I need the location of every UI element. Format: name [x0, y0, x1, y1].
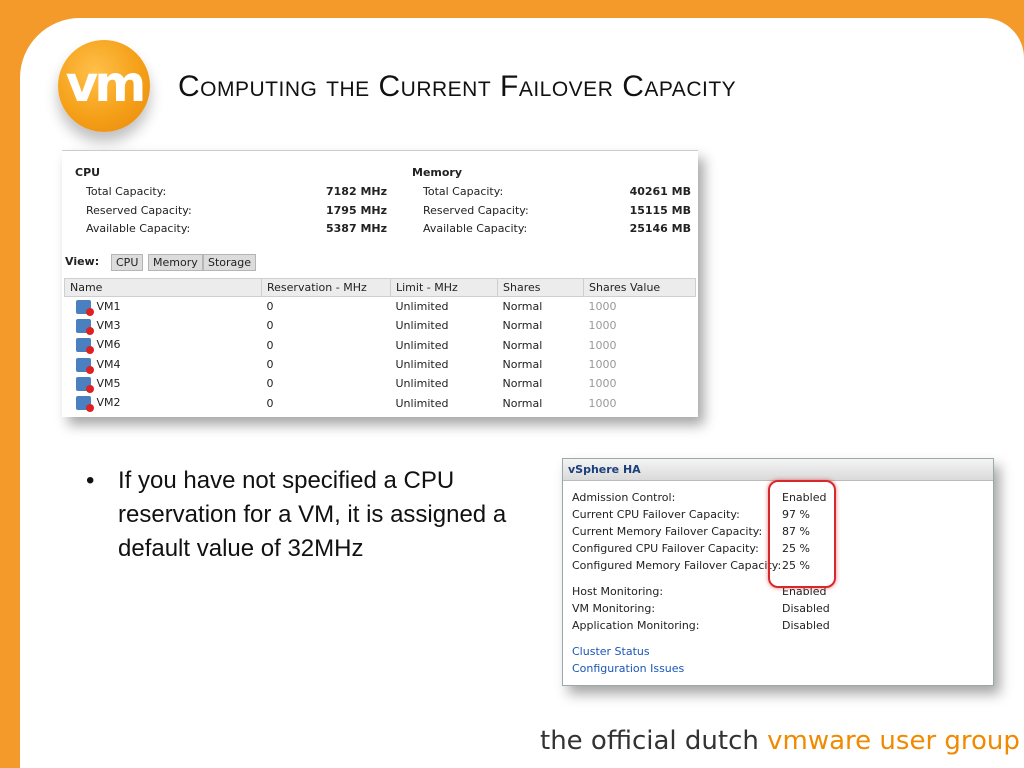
view-label: View: [65, 255, 100, 268]
ha-label: Configured CPU Failover Capacity: [572, 542, 759, 555]
footer-brand: vmware user group [767, 726, 1020, 756]
view-storage-button[interactable]: Storage [203, 254, 256, 271]
reservation-cell: 0 [266, 358, 274, 372]
cpu-available-value: 5387 MHz [326, 222, 387, 235]
ha-label: Configured Memory Failover Capacity: [572, 559, 782, 572]
ha-value: Disabled [782, 602, 830, 615]
limit-cell: Unlimited [395, 377, 449, 391]
vm-name: VM3 [96, 318, 121, 332]
table-row[interactable] [65, 355, 696, 374]
col-name[interactable]: Name [65, 279, 262, 297]
cpu-heading: CPU [75, 166, 101, 179]
limit-cell: Unlimited [395, 396, 449, 410]
col-limit[interactable]: Limit - MHz [391, 279, 498, 297]
ha-value: 87 % [782, 525, 810, 538]
reservation-cell: 0 [266, 396, 274, 410]
ha-value: 97 % [782, 508, 810, 521]
reservation-cell: 0 [266, 319, 274, 333]
shares-cell: Normal [502, 338, 543, 352]
limit-cell: Unlimited [395, 338, 449, 352]
vm-name: VM1 [96, 299, 121, 313]
cpu-reserved-label: Reserved Capacity: [86, 204, 192, 217]
cpu-available-label: Available Capacity: [86, 222, 191, 235]
memory-available-value: 25146 MB [629, 222, 691, 235]
shares-value-cell: 1000 [588, 300, 617, 314]
cpu-total-label: Total Capacity: [86, 185, 167, 198]
reservation-cell: 0 [266, 338, 274, 352]
footer-text: the official dutch [540, 726, 759, 756]
vm-icon [76, 396, 91, 410]
configuration-issues-link[interactable]: Configuration Issues [572, 662, 685, 675]
ha-value: 25 % [782, 542, 810, 555]
shares-cell: Normal [502, 358, 543, 372]
limit-cell: Unlimited [395, 319, 449, 333]
memory-heading: Memory [412, 166, 463, 179]
ha-label: Current CPU Failover Capacity: [572, 508, 740, 521]
table-row[interactable] [65, 297, 696, 317]
shares-value-cell: 1000 [588, 338, 617, 352]
col-reservation[interactable]: Reservation - MHz [262, 279, 391, 297]
ha-label: VM Monitoring: [572, 602, 656, 615]
vm-icon [76, 319, 91, 333]
view-memory-button[interactable]: Memory [148, 254, 203, 271]
col-shares[interactable]: Shares [498, 279, 584, 297]
reservation-cell: 0 [266, 377, 274, 391]
vm-name: VM4 [96, 357, 121, 371]
resource-allocation-panel [62, 150, 698, 417]
vm-icon [76, 377, 91, 391]
highlight-annotation [768, 480, 836, 588]
reservation-cell: 0 [266, 300, 274, 314]
view-cpu-button[interactable]: CPU [111, 254, 143, 271]
table-row[interactable] [65, 393, 696, 412]
vm-logo: vm [58, 40, 150, 132]
ha-value: Disabled [782, 619, 830, 632]
vm-name: VM2 [96, 396, 121, 410]
ha-value: 25 % [782, 559, 810, 572]
vm-name: VM5 [96, 376, 121, 390]
memory-total-label: Total Capacity: [423, 185, 504, 198]
shares-cell: Normal [502, 300, 543, 314]
vm-icon [76, 300, 91, 314]
ha-label: Current Memory Failover Capacity: [572, 525, 763, 538]
shares-value-cell: 1000 [588, 396, 617, 410]
table-header-row [65, 279, 696, 297]
ha-label: Application Monitoring: [572, 619, 700, 632]
shares-cell: Normal [502, 319, 543, 333]
shares-value-cell: 1000 [588, 377, 617, 391]
ha-title: vSphere HA [563, 459, 993, 481]
ha-value: Enabled [782, 491, 827, 504]
ha-label: Host Monitoring: [572, 585, 664, 598]
col-shares-value[interactable]: Shares Value [584, 279, 696, 297]
cpu-total-value: 7182 MHz [326, 185, 387, 198]
shares-value-cell: 1000 [588, 358, 617, 372]
page-title: Computing the Current Failover Capacity [178, 70, 737, 103]
bullet-dot: • [86, 467, 95, 494]
table-row[interactable] [65, 374, 696, 393]
shares-cell: Normal [502, 377, 543, 391]
cpu-reserved-value: 1795 MHz [326, 204, 387, 217]
vm-table [64, 278, 696, 413]
table-row[interactable] [65, 316, 696, 335]
limit-cell: Unlimited [395, 300, 449, 314]
shares-cell: Normal [502, 396, 543, 410]
shares-value-cell: 1000 [588, 319, 617, 333]
memory-reserved-label: Reserved Capacity: [423, 204, 529, 217]
cluster-status-link[interactable]: Cluster Status [572, 645, 650, 658]
memory-available-label: Available Capacity: [423, 222, 528, 235]
vm-name: VM6 [96, 338, 121, 352]
table-row[interactable] [65, 336, 696, 355]
limit-cell: Unlimited [395, 358, 449, 372]
ha-label: Admission Control: [572, 491, 676, 504]
footer-tagline [540, 726, 1020, 756]
vm-icon [76, 358, 91, 372]
memory-total-value: 40261 MB [629, 185, 691, 198]
bullet-text: If you have not specified a CPU reservation for a VM, it is assigned a default value of 32MHz [118, 467, 507, 562]
memory-reserved-value: 15115 MB [629, 204, 691, 217]
ha-value: Enabled [782, 585, 827, 598]
vm-icon [76, 338, 91, 352]
